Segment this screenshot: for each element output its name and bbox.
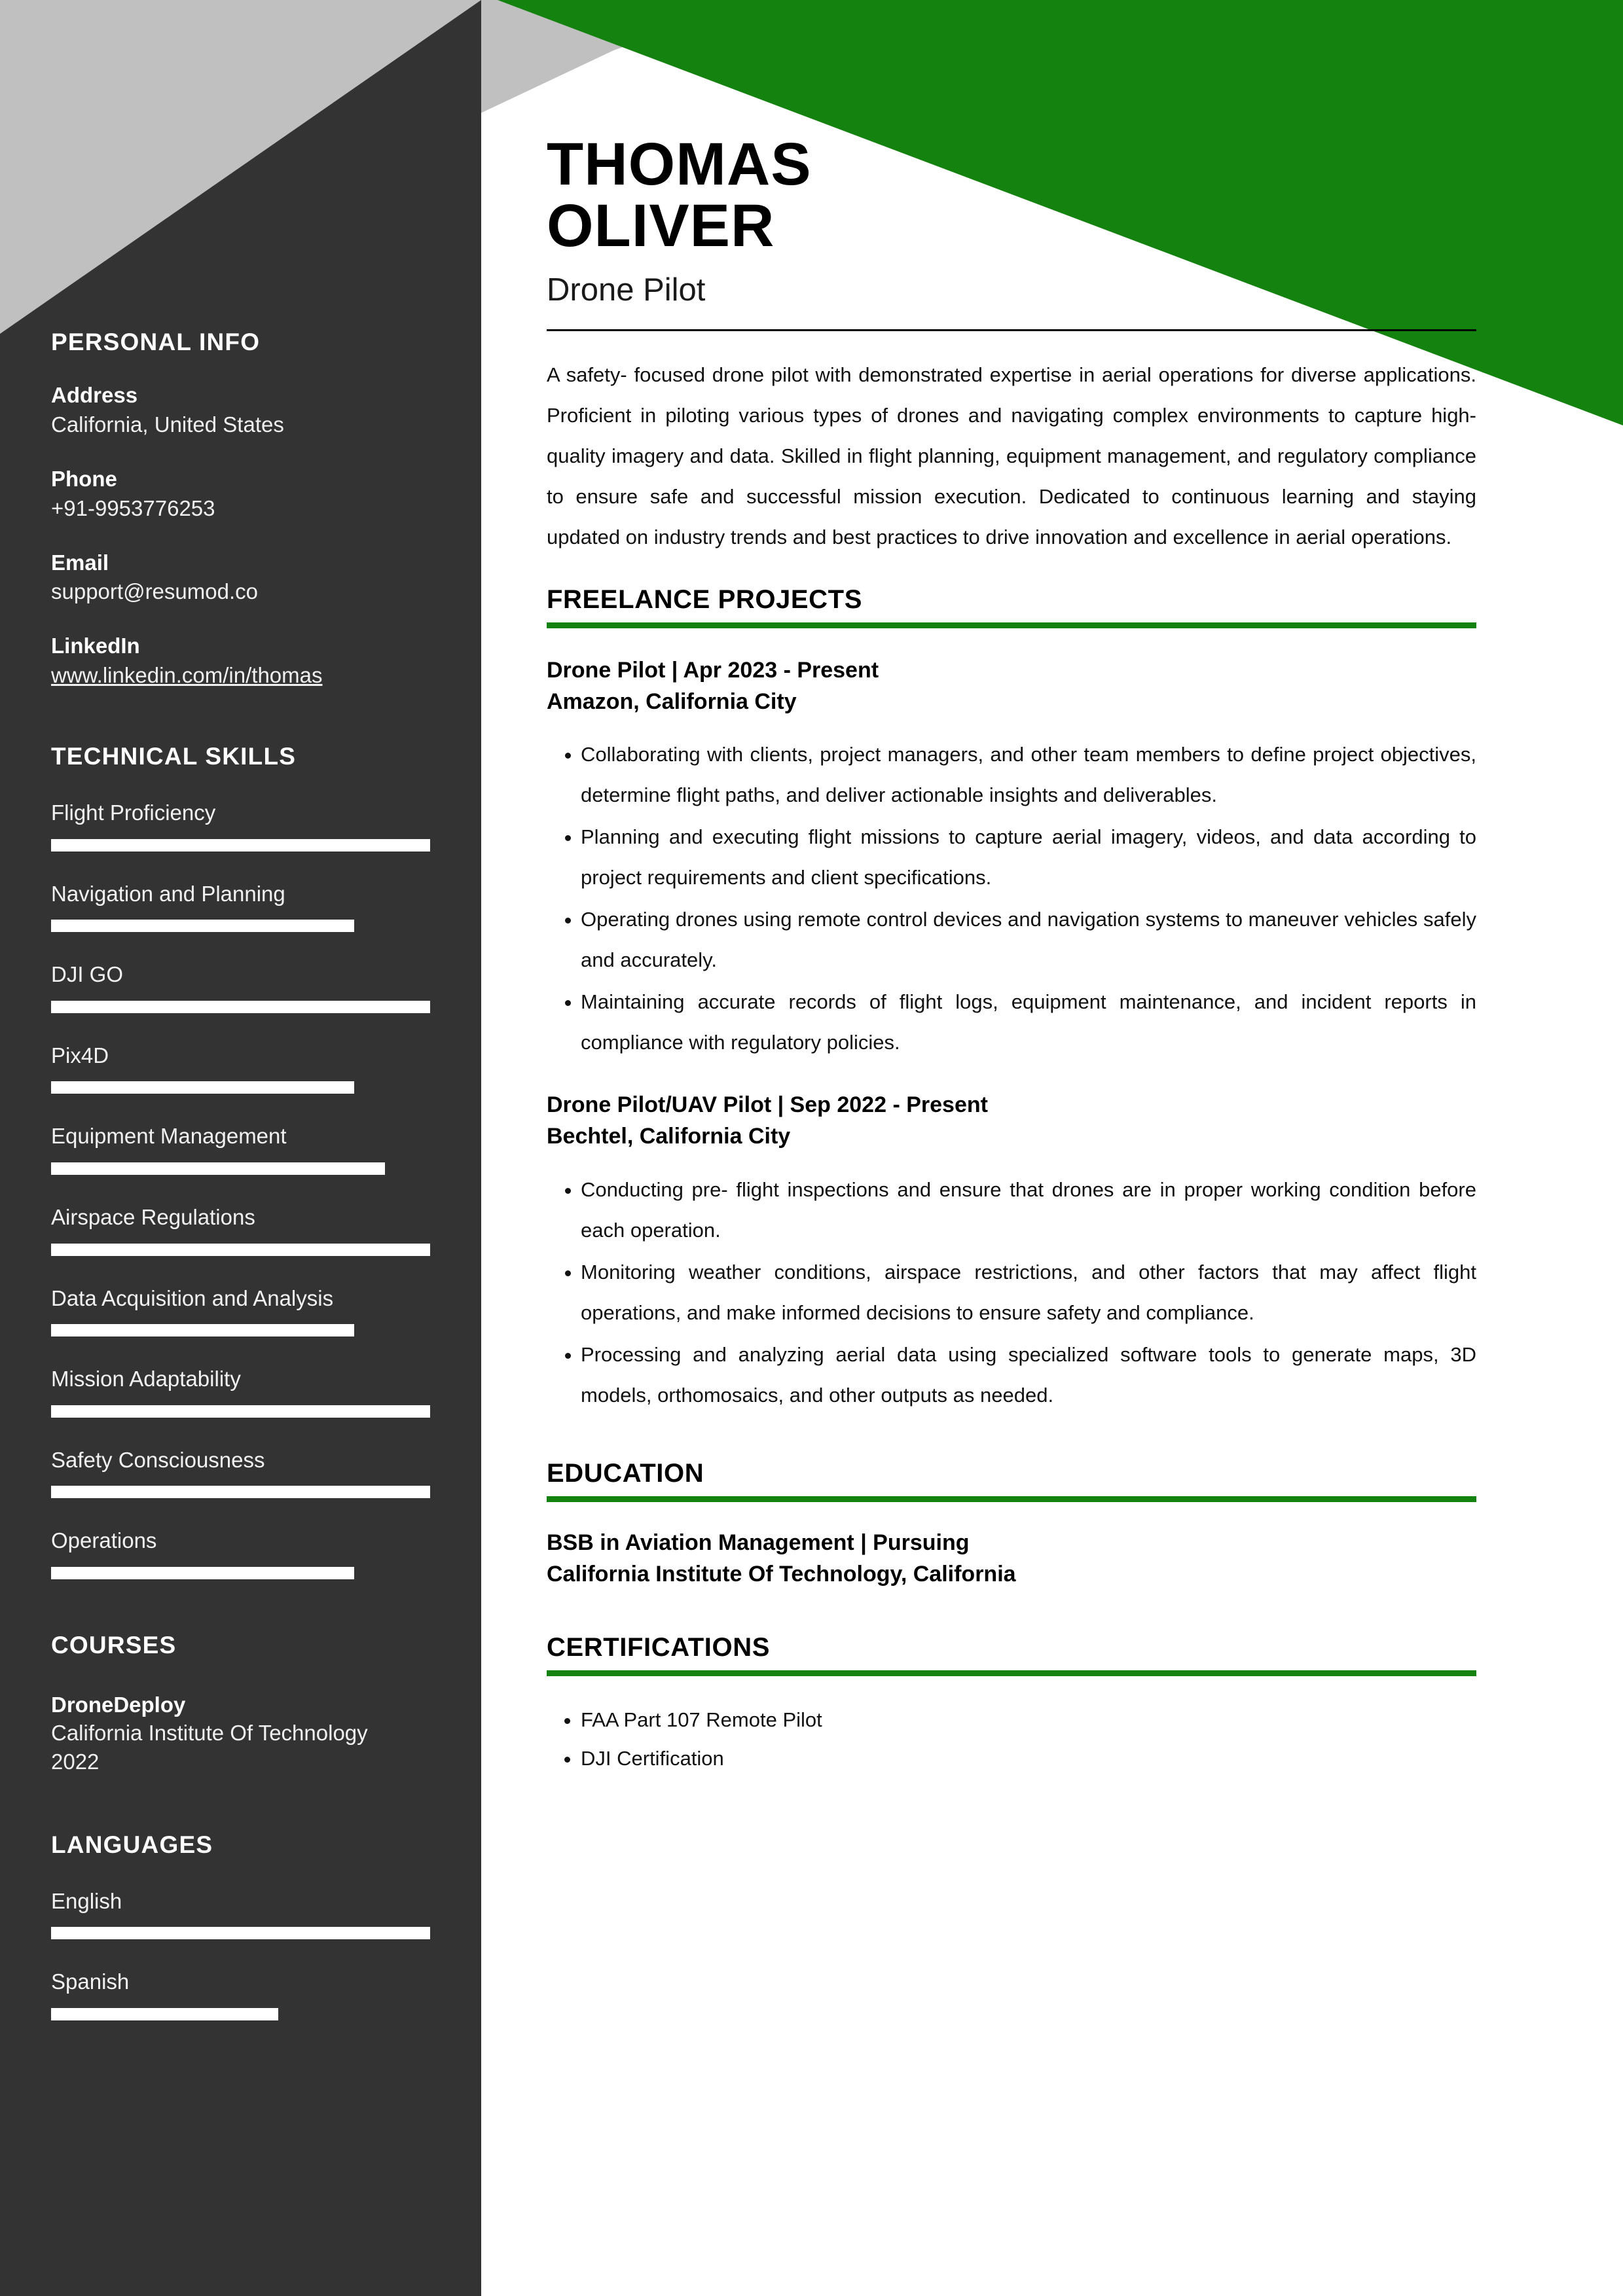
skill-item: [51, 1043, 430, 1094]
languages-list: [51, 1888, 430, 2020]
contact-label: Phone: [51, 466, 117, 491]
skill-label: Flight Proficiency: [51, 800, 216, 825]
language-label: English: [51, 1888, 122, 1913]
course-name: DroneDeploy: [51, 1692, 186, 1717]
job-company: Bechtel, California City: [547, 1124, 791, 1149]
skill-bar-fill: [51, 839, 430, 852]
job-entry: [547, 655, 1501, 1064]
last-name: OLIVER: [547, 192, 775, 259]
skill-item: [51, 1123, 430, 1175]
skill-bar-track: [51, 1486, 430, 1498]
jobs-list: [547, 655, 1501, 1416]
job-company: Amazon, California City: [547, 689, 797, 714]
contact-block: [51, 465, 430, 524]
contact-label: Address: [51, 383, 138, 407]
education-rule: [547, 1496, 1476, 1502]
course-block: [51, 1691, 430, 1776]
first-name: THOMAS: [547, 131, 812, 198]
contact-label: Email: [51, 550, 109, 575]
language-bar-track: [51, 1927, 430, 1939]
skill-bar-fill: [51, 1486, 430, 1498]
education-school: California Institute Of Technology, California: [547, 1561, 1016, 1587]
job-bullet: • Monitoring weather conditions, airspace restrictions, and other factors that may affect flight operations, and make informed decisions to ensure safety and compliance.: [581, 1252, 1476, 1333]
skill-bar-fill: [51, 1081, 354, 1094]
job-bullet: • Planning and executing flight missions to capture aerial imagery, videos, and data according to project requirements and client specifications.: [581, 817, 1476, 898]
skill-bar-fill: [51, 1324, 354, 1336]
job-bullets: [547, 1170, 1476, 1416]
skill-item: [51, 881, 430, 933]
education-heading: EDUCATION: [547, 1458, 704, 1488]
skill-bar-track: [51, 1244, 430, 1256]
skill-bar-fill: [51, 920, 354, 932]
skill-label: Pix4D: [51, 1043, 109, 1067]
technical-skills-list: [51, 800, 430, 1579]
language-bar-track: [51, 2008, 430, 2020]
contact-value: +91-9953776253: [51, 495, 215, 520]
skill-bar-fill: [51, 1244, 430, 1256]
language-item: [51, 1969, 430, 2020]
language-bar-fill: [51, 2008, 278, 2020]
skill-bar-track: [51, 1405, 430, 1418]
education-list: [547, 1527, 1501, 1590]
certifications-list: [547, 1701, 1476, 1778]
courses-list: [51, 1691, 430, 1776]
summary-divider: [547, 329, 1476, 331]
courses-heading: COURSES: [51, 1631, 177, 1659]
skill-item: [51, 800, 430, 852]
skill-bar-fill: [51, 1001, 430, 1013]
education-entry: [547, 1527, 1501, 1590]
skill-item: [51, 1204, 430, 1256]
freelance-projects-rule: [547, 622, 1476, 628]
job-title-line: Drone Pilot/UAV Pilot | Sep 2022 - Present: [547, 1092, 988, 1118]
contact-block: [51, 632, 430, 691]
contact-value: support@resumod.co: [51, 579, 258, 604]
skill-bar-track: [51, 920, 430, 932]
skill-item: [51, 1285, 430, 1337]
name-block: [547, 131, 1501, 308]
job-entry: [547, 1089, 1501, 1416]
skill-item: [51, 1366, 430, 1418]
skill-item: [51, 1447, 430, 1499]
language-item: [51, 1888, 430, 1940]
skill-label: Safety Consciousness: [51, 1447, 265, 1472]
skill-label: Equipment Management: [51, 1124, 287, 1149]
technical-skills-heading: TECHNICAL SKILLS: [51, 743, 297, 770]
skill-bar-fill: [51, 1405, 430, 1418]
skill-item: [51, 961, 430, 1013]
course-year: 2022: [51, 1749, 100, 1774]
job-bullet: • Processing and analyzing aerial data using specialized software tools to generate maps, 3D models, orthomosaics, and other outputs as needed.: [581, 1335, 1476, 1416]
certification-item: • DJI Certification: [581, 1740, 1476, 1778]
contact-value: California, United States: [51, 412, 284, 437]
skill-label: Mission Adaptability: [51, 1367, 241, 1391]
skill-bar-track: [51, 1081, 430, 1094]
skill-bar-track: [51, 1001, 430, 1013]
skill-label: Navigation and Planning: [51, 881, 285, 906]
contact-label: LinkedIn: [51, 634, 140, 658]
skill-bar-track: [51, 839, 430, 852]
course-organization: California Institute Of Technology: [51, 1721, 368, 1746]
sidebar-content: [0, 0, 481, 2020]
professional-summary: A safety- focused drone pilot with demonstrated expertise in aerial operations for diverse applications. Proficient in piloting various types of drones and navigating complex environments to capture high- quality imagery and data. Skilled in flight planning, equipment management, and regulatory compliance to ensure safe and successful mission execution. Dedicated to continuous learning and staying updated on industry trends and best practices to drive innovation and excellence in aerial operations.: [547, 363, 1476, 548]
skill-label: DJI GO: [51, 962, 124, 987]
language-bar-fill: [51, 1927, 430, 1939]
main-content: [547, 0, 1501, 1778]
skill-bar-track: [51, 1324, 430, 1336]
freelance-projects-section: [547, 585, 1501, 1416]
job-title: Drone Pilot: [547, 272, 706, 308]
certifications-heading: CERTIFICATIONS: [547, 1633, 770, 1662]
skill-item: [51, 1528, 430, 1579]
job-bullet: • Operating drones using remote control devices and navigation systems to maneuver vehicles safely and accurately.: [581, 899, 1476, 980]
job-bullet: • Collaborating with clients, project managers, and other team members to define project objectives, determine flight paths, and deliver actionable insights and deliverables.: [581, 734, 1476, 816]
language-label: Spanish: [51, 1969, 130, 1994]
contact-list: [51, 381, 430, 691]
education-degree: BSB in Aviation Management | Pursuing: [547, 1530, 970, 1555]
freelance-projects-heading: FREELANCE PROJECTS: [547, 584, 862, 614]
skill-label: Operations: [51, 1528, 157, 1553]
skill-label: Airspace Regulations: [51, 1204, 255, 1229]
skill-bar-track: [51, 1567, 430, 1579]
skill-label: Data Acquisition and Analysis: [51, 1285, 334, 1310]
personal-info-heading: PERSONAL INFO: [51, 329, 261, 355]
education-section: [547, 1459, 1501, 1590]
certifications-section: [547, 1633, 1501, 1778]
contact-value[interactable]: www.linkedin.com/in/thomas: [51, 663, 323, 688]
languages-heading: LANGUAGES: [51, 1831, 213, 1858]
job-bullets: [547, 734, 1476, 1063]
job-bullet: • Conducting pre- flight inspections and ensure that drones are in proper working condition before each operation.: [581, 1170, 1476, 1251]
contact-block: [51, 381, 430, 440]
certification-item: • FAA Part 107 Remote Pilot: [581, 1701, 1476, 1740]
skill-bar-track: [51, 1162, 430, 1175]
job-title-line: Drone Pilot | Apr 2023 - Present: [547, 657, 879, 683]
skill-bar-fill: [51, 1162, 385, 1175]
certifications-rule: [547, 1670, 1476, 1676]
job-bullet: • Maintaining accurate records of flight logs, equipment maintenance, and incident reports in compliance with regulatory policies.: [581, 982, 1476, 1063]
contact-block: [51, 548, 430, 607]
skill-bar-fill: [51, 1567, 354, 1579]
